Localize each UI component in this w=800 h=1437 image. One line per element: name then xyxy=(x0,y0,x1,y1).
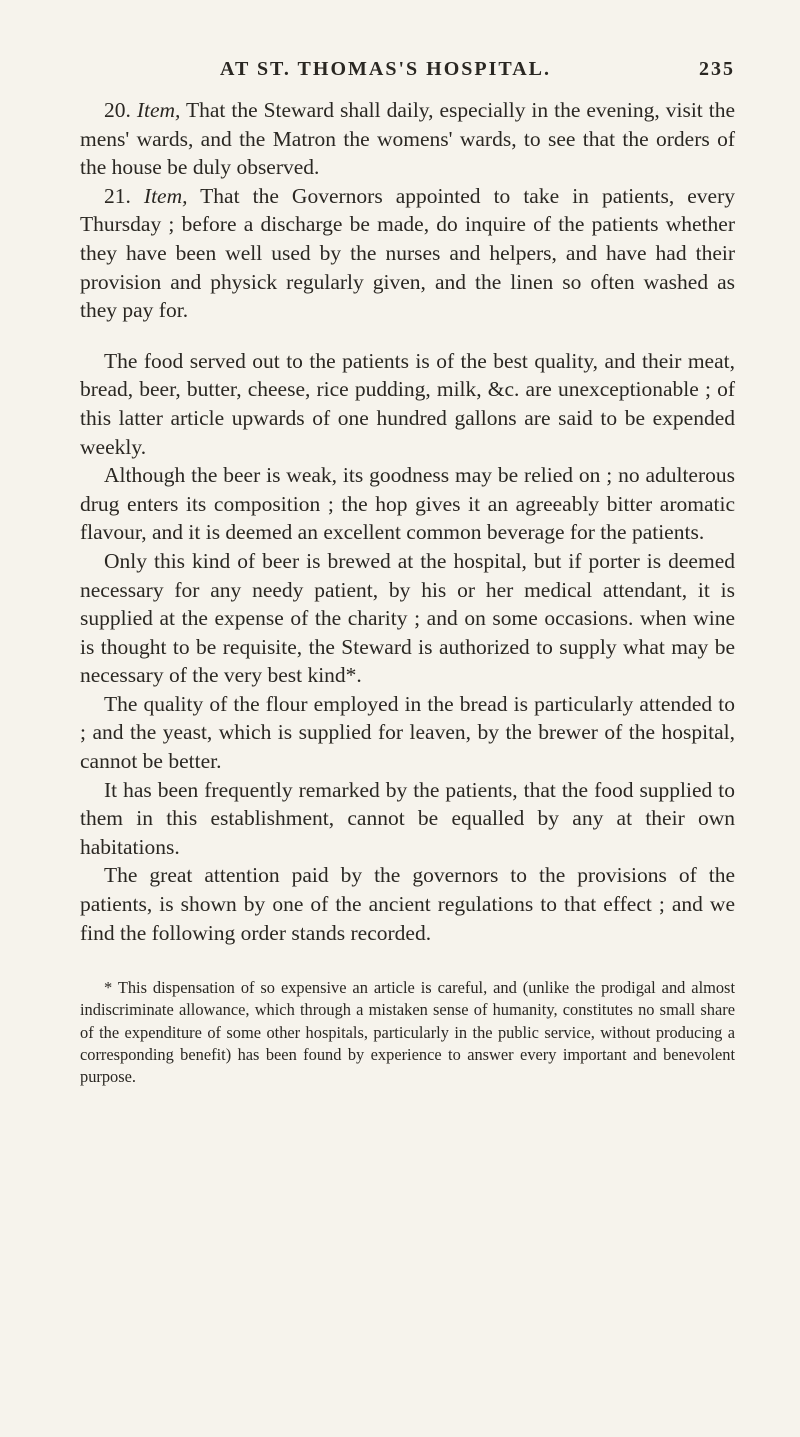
flour-paragraph: The quality of the flour employed in the bread is particularly attended to ; and the yeast, which is supplied for leaven, by the brewer of the hospital, cannot be better. xyxy=(80,691,735,774)
item-21-paragraph xyxy=(80,182,735,325)
section-gap xyxy=(80,325,735,347)
porter-wine-paragraph: Only this kind of beer is brewed at the hospital, but if porter is deemed necessary for any needy patient, by his or her medical attendant, it is supplied at the expense of the charity ; and on some occasions. when wine is thought to be requisite, the Steward is authorized to supply what may be necessary of the very best kind*. xyxy=(80,548,735,688)
page-header xyxy=(80,58,735,96)
item-21-text: That the Governors appointed to take in patients, every Thursday ; before a discharge be made, do inquire of the patients whether they have been well used by the nurses and helpers, and have had their provision and physick regularly given, and the linen so often washed as they pay for. xyxy=(80,183,735,323)
footnote-gap xyxy=(80,947,735,977)
item-21-number: 21. xyxy=(104,183,131,208)
running-title: AT ST. THOMAS'S HOSPITAL. xyxy=(220,58,552,80)
book-page xyxy=(80,58,735,1088)
item-20-text: That the Steward shall daily, especially in the evening, visit the mens' wards, and the Matron the womens' wards, to see that the orders of the house be duly observed. xyxy=(80,98,735,180)
item-21-label: Item, xyxy=(143,183,188,208)
footnote: * This dispensation of so expensive an article is careful, and (unlike the prodigal and almost indiscriminate allowance, which through a mistaken sense of humanity, constitutes no small share of the expenditure of some other hospitals, particularly in the public service, without producing a corresponding benefit) has been found by experience to answer every important and benevolent purpose. xyxy=(80,978,735,1087)
item-20-label: Item, xyxy=(136,98,181,122)
remark-paragraph: It has been frequently remarked by the patients, that the food supplied to them in this establishment, cannot be equalled by any at their own habitations. xyxy=(80,777,735,859)
food-paragraph: The food served out to the patients is of the best quality, and their meat, bread, beer, butter, cheese, rice pudding, milk, &c. are unexceptionable ; of this latter article upwards of one hundred gallons are said to be expended weekly. xyxy=(80,348,735,459)
item-20-paragraph xyxy=(80,96,735,182)
regulation-paragraph: The great attention paid by the governors to the provisions of the patients, is shown by one of the ancient regulations to that effect ; and we find the following order stands recorded. xyxy=(80,863,735,945)
beer-paragraph: Although the beer is weak, its goodness may be relied on ; no adulterous drug enters its composition ; the hop gives it an agreeably bitter aromatic flavour, and it is deemed an excellent common beverage for the patients. xyxy=(80,463,735,545)
page-number: 235 xyxy=(699,58,735,80)
item-20-number: 20. xyxy=(104,98,131,122)
